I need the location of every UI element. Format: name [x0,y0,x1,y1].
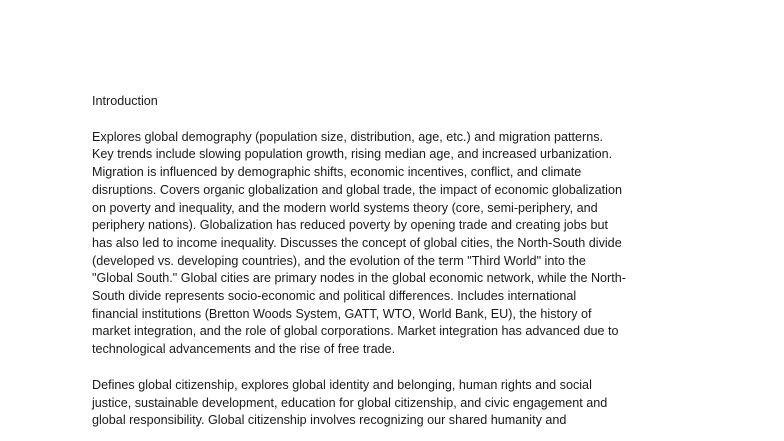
paragraph-line: Migration is influenced by demographic shifts, economic incentives, conflict, and climate [92,165,582,180]
paragraph-line: Key trends include slowing population growth, rising median age, and increased urbanization. [92,147,613,162]
paragraph-2 [92,377,712,430]
document-body [92,93,712,441]
paragraph-line: "Global South." Global cities are primary nodes in the global economic network, while the North- [92,271,626,286]
paragraph-line: technological advancements and the rise of free trade. [92,342,396,357]
paragraph-line: justice, sustainable development, education for global citizenship, and civic engagement and [92,395,608,410]
paragraph-line: Explores global demography (population size, distribution, age, etc.) and migration patterns. [92,129,604,144]
paragraph-line: market integration, and the role of global corporations. Market integration has advanced due to [92,324,619,339]
paragraph-line: Defines global citizenship, explores global identity and belonging, human rights and social [92,377,592,392]
paragraph-line: on poverty and inequality, and the modern world systems theory (core, semi-periphery, and [92,200,598,215]
paragraph-line: South divide represents socio-economic and political differences. Includes international [92,289,577,304]
paragraph-line: global responsibility. Global citizenship involves recognizing our shared humanity and [92,413,567,428]
paragraph-line: (developed vs. developing countries), and the evolution of the term "Third World" into the [92,253,586,268]
paragraph-1 [92,129,712,359]
section-heading: Introduction [92,94,158,108]
paragraph-line: has also led to income inequality. Discusses the concept of global cities, the North-South divide [92,235,622,250]
paragraph-line: financial institutions (Bretton Woods System, GATT, WTO, World Bank, EU), the history of [92,306,592,321]
paragraph-line: disruptions. Covers organic globalization and global trade, the impact of economic globalization [92,182,622,197]
paragraph-line: periphery nations). Globalization has reduced poverty by opening trade and creating jobs but [92,218,608,233]
